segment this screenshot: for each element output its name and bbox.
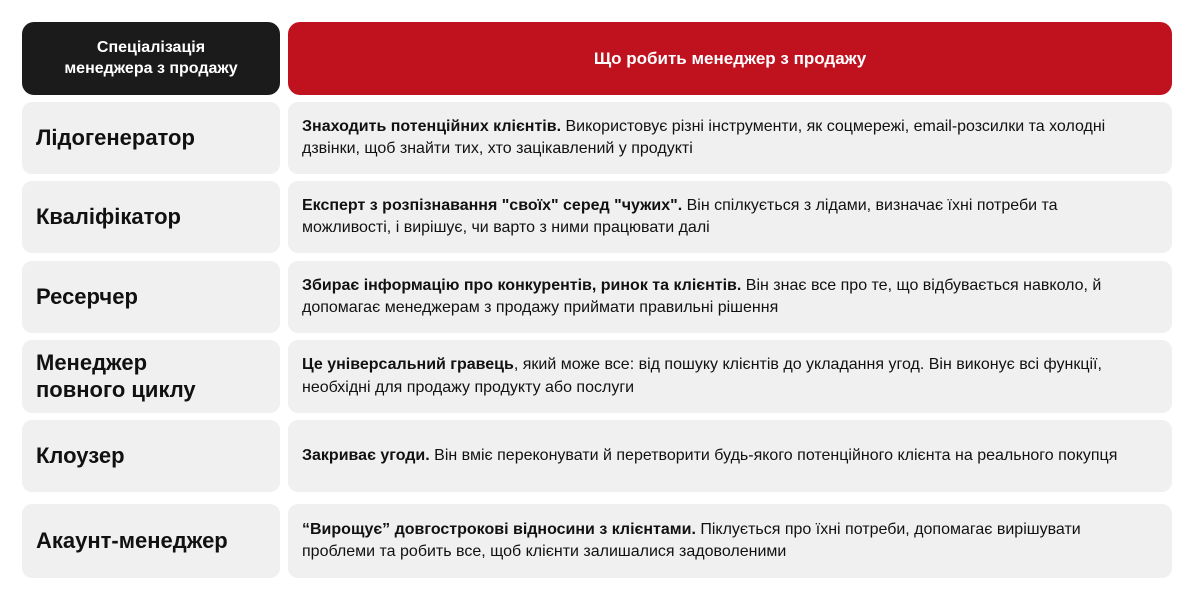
description-body: Піклується про їхні потреби, допомагає вирішувати проблеми та робить все, щоб клієнти залишалися задоволеними (302, 520, 1081, 560)
description-text (302, 354, 1142, 399)
description-body: Він спілкується з лідами, визначає їхні потреби та можливості, і вирішує, чи варто з ними працювати далі (302, 196, 1058, 236)
description-body: Він знає все про те, що відбувається навколо, й допомагає менеджерам з продажу приймати правильні рішення (302, 276, 1102, 316)
role-cell-qualifier: Кваліфікатор (22, 181, 280, 253)
description-body: Він вміє переконувати й перетворити будь-якого потенційного клієнта на реального покупця (429, 446, 1118, 464)
description-lead: “Вирощує” довгострокові відносини з клієнтами. (302, 520, 696, 538)
description-lead: Експерт з розпізнавання "своїх" серед "чужих". (302, 196, 683, 214)
description-lead: Це універсальний гравець (302, 356, 514, 374)
description-text (302, 445, 1117, 467)
role-cell-closer: Клоузер (22, 420, 280, 492)
role-cell-lead-generator: Лідогенератор (22, 102, 280, 174)
column-header-specialization: Спеціалізація менеджера з продажу (22, 22, 280, 95)
description-lead: Закриває угоди. (302, 446, 430, 464)
role-cell-account-manager: Акаунт-менеджер (22, 504, 280, 578)
description-cell-closer (288, 420, 1172, 492)
description-text (302, 116, 1142, 161)
description-body: Використовує різні інструменти, як соцмережі, email-розсилки та холодні дзвінки, щоб знайти тих, хто зацікавлений у продукті (302, 117, 1106, 157)
role-cell-researcher: Ресерчер (22, 261, 280, 333)
description-lead: Збирає інформацію про конкурентів, ринок та клієнтів. (302, 276, 742, 294)
description-text (302, 195, 1142, 240)
description-body: , який може все: від пошуку клієнтів до укладання угод. Він виконує всі функції, необхідні для продажу продукту або послуги (302, 356, 1102, 396)
role-cell-full-cycle-manager: Менеджер повного циклу (22, 340, 280, 413)
description-cell-full-cycle-manager (288, 340, 1172, 413)
description-lead: Знаходить потенційних клієнтів. (302, 117, 562, 135)
description-cell-lead-generator (288, 102, 1172, 174)
column-header-what-does: Що робить менеджер з продажу (288, 22, 1172, 95)
description-cell-account-manager (288, 504, 1172, 578)
description-cell-researcher (288, 261, 1172, 333)
description-cell-qualifier (288, 181, 1172, 253)
description-text (302, 275, 1142, 320)
description-text (302, 519, 1142, 564)
